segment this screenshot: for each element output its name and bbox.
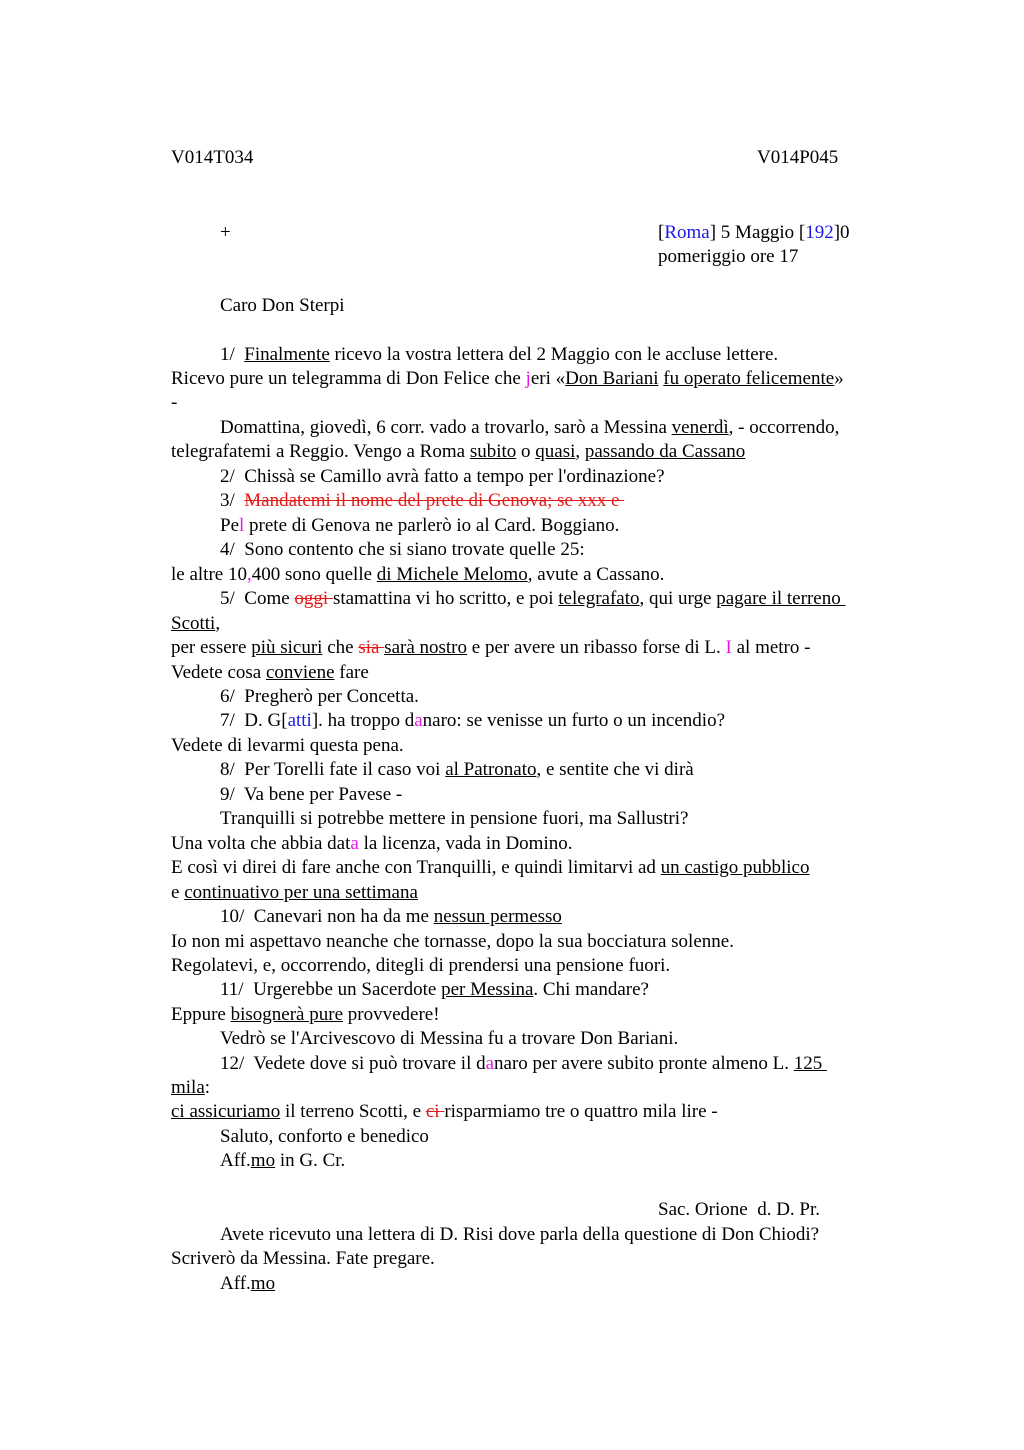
- paragraph-1b-line: telegrafatemi a Reggio. Vengo a Roma subito o quasi, passando da Cassano: [171, 441, 746, 462]
- paragraph-10-line: Regolatevi, e, occorrendo, ditegli di prendersi una pensione fuori.: [171, 955, 671, 976]
- archive-code-left: V014T034: [171, 147, 254, 168]
- paragraph-7-line: 7/ D. G[atti]. ha troppo danaro: se venisse un furto o un incendio?: [220, 710, 725, 731]
- editor-insert: atti: [287, 710, 312, 731]
- paragraph-8: 8/ Per Torelli fate il caso voi al Patronato, e sentite che vi dirà: [220, 759, 694, 780]
- correction-mark: a: [485, 1053, 495, 1074]
- paragraph-5-line: per essere più sicuri che sia sarà nostro e per avere un ribasso forse di L. I al metro -: [171, 637, 811, 658]
- deleted-text: sia: [358, 637, 385, 658]
- paragraph-9-line: e continuativo per una settimana: [171, 882, 418, 903]
- correction-mark: a: [414, 710, 423, 731]
- deleted-text: ci: [425, 1101, 445, 1122]
- postscript-aff: Aff.mo: [220, 1273, 276, 1294]
- deleted-text: oggi: [294, 588, 333, 609]
- paragraph-3-line: Pel prete di Genova ne parlerò io al Card. Boggiano.: [220, 515, 620, 536]
- paragraph-2: 2/ Chissà se Camillo avrà fatto a tempo per l'ordinazione?: [220, 466, 665, 487]
- paragraph-9-line: Una volta che abbia data la licenza, vada in Domino.: [171, 833, 573, 854]
- archive-code-right: V014P045: [757, 147, 839, 168]
- paragraph-9-line: Tranquilli si potrebbe mettere in pensione fuori, ma Sallustri?: [220, 808, 689, 829]
- paragraph-10-line: 10/ Canevari non ha da me nessun permesso: [220, 906, 562, 927]
- paragraph-9-line: 9/ Va bene per Pavese -: [220, 784, 403, 805]
- paragraph-12-line: mila:: [171, 1077, 211, 1098]
- paragraph-10-line: Io non mi aspettavo neanche che tornasse, dopo la sua bocciatura solenne.: [171, 931, 734, 952]
- paragraph-1-line: 1/ Finalmente ricevo la vostra lettera del 2 Maggio con le accluse lettere.: [220, 344, 779, 365]
- date-line: [Roma] 5 Maggio [192]0: [658, 222, 850, 243]
- paragraph-1-line: -: [171, 392, 178, 413]
- paragraph-3-line: 3/ Mandatemi il nome del prete di Genova; se xxx e: [220, 490, 625, 511]
- paragraph-6: 6/ Pregherò per Concetta.: [220, 686, 419, 707]
- correction-mark: l: [239, 515, 245, 536]
- correction-mark: ,: [246, 564, 252, 585]
- paragraph-12-line: ci assicuriamo il terreno Scotti, e ci risparmiamo tre o quattro mila lire -: [171, 1101, 718, 1122]
- cross-symbol: +: [220, 222, 231, 243]
- paragraph-7-line: Vedete di levarmi questa pena.: [171, 735, 404, 756]
- paragraph-4-line: le altre 10,400 sono quelle di Michele Melomo, avute a Cassano.: [171, 564, 665, 585]
- closing-greeting: Saluto, conforto e benedico: [220, 1126, 429, 1147]
- correction-mark: I: [725, 637, 732, 658]
- paragraph-5-line: Vedete cosa conviene fare: [171, 662, 369, 683]
- postscript-line: Scriverò da Messina. Fate pregare.: [171, 1248, 435, 1269]
- paragraph-11-line: Eppure bisognerà pure provvedere!: [171, 1004, 440, 1025]
- paragraph-1b-line: Domattina, giovedì, 6 corr. vado a trovarlo, sarò a Messina venerdì, - occorrendo,: [220, 417, 840, 438]
- correction-mark: a: [350, 833, 359, 854]
- salutation: Caro Don Sterpi: [220, 295, 345, 316]
- paragraph-9-line: E così vi direi di fare anche con Tranquilli, e quindi limitarvi ad un castigo pubblico: [171, 857, 810, 878]
- paragraph-1-line: Ricevo pure un telegramma di Don Felice che jeri «Don Bariani fu operato felicemente»: [171, 368, 844, 389]
- postscript-line: Avete ricevuto una lettera di D. Risi dove parla della questione di Don Chiodi?: [220, 1224, 820, 1245]
- correction-mark: j: [525, 368, 531, 389]
- editor-insert: 192: [805, 222, 834, 243]
- deleted-text: Mandatemi il nome del prete di Genova; se xxx e: [244, 490, 625, 511]
- paragraph-11-line: Vedrò se l'Arcivescovo di Messina fu a trovare Don Bariani.: [220, 1028, 679, 1049]
- paragraph-11-line: 11/ Urgerebbe un Sacerdote per Messina. Chi mandare?: [220, 979, 649, 1000]
- signature: Sac. Orione d. D. Pr.: [658, 1199, 821, 1220]
- paragraph-4-line: 4/ Sono contento che si siano trovate quelle 25:: [220, 539, 585, 560]
- closing-aff: Aff.mo in G. Cr.: [220, 1150, 346, 1171]
- editor-insert: Roma: [664, 222, 710, 243]
- paragraph-5-line: Scotti,: [171, 613, 221, 634]
- paragraph-5-line: 5/ Come oggi stamattina vi ho scritto, e poi telegrafato, qui urge pagare il terreno: [220, 588, 846, 609]
- time-line: pomeriggio ore 17: [658, 246, 799, 267]
- paragraph-12-line: 12/ Vedete dove si può trovare il danaro per avere subito pronte almeno L. 125: [220, 1053, 827, 1074]
